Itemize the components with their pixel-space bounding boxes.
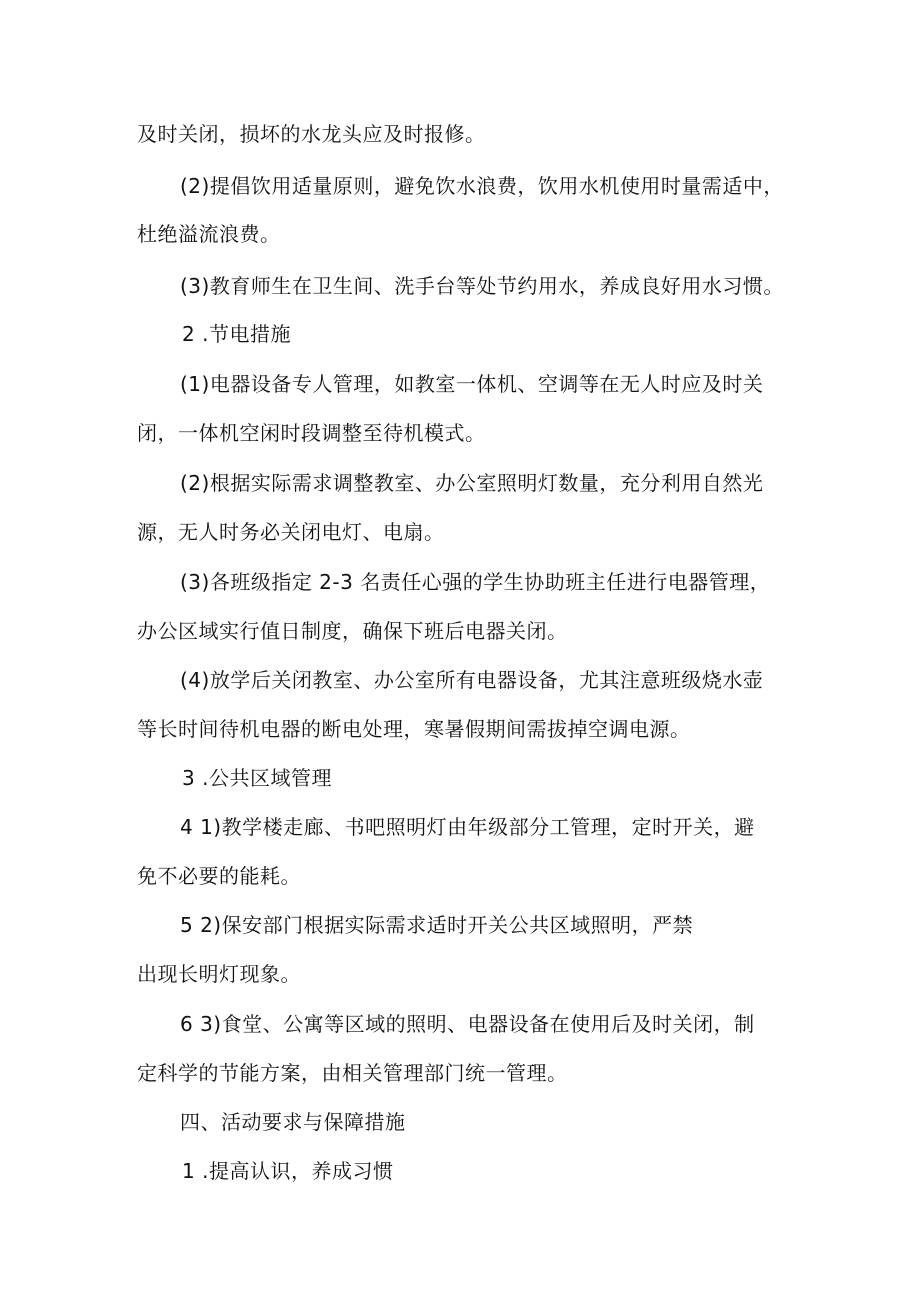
text-line: 5 2)保安部门根据实际需求适时开关公共区域照明，严禁 xyxy=(180,913,694,937)
section-heading: 四、活动要求与保障措施 xyxy=(180,1110,406,1134)
text-line: 定科学的节能方案，由相关管理部门统一管理。 xyxy=(137,1061,568,1085)
text-line: 办公区域实行值日制度，确保下班后电器关闭。 xyxy=(137,619,568,643)
section-heading: 3 .公共区域管理 xyxy=(182,766,332,790)
text-line: (3)各班级指定 2-3 名责任心强的学生协助班主任进行电器管理， xyxy=(180,570,771,594)
text-line: 4 1)教学楼走廊、书吧照明灯由年级部分工管理，定时开关，避 xyxy=(180,815,755,839)
text-line: 闭，一体机空闲时段调整至待机模式。 xyxy=(137,421,486,445)
text-line: 杜绝溢流浪费。 xyxy=(137,222,281,246)
text-line: (2)提倡饮用适量原则，避免饮水浪费，饮用水机使用时量需适中， xyxy=(180,174,784,198)
text-line: 源，无人时务必关闭电灯、电扇。 xyxy=(137,520,445,544)
section-heading: 2 .节电措施 xyxy=(182,322,291,346)
text-line: (3)教育师生在卫生间、洗手台等处节约用水，养成良好用水习惯。 xyxy=(180,274,784,298)
text-line: 6 3)食堂、公寓等区域的照明、电器设备在使用后及时关闭，制 xyxy=(180,1012,755,1036)
text-line: 免不必要的能耗。 xyxy=(137,864,301,888)
text-line: (4)放学后关闭教室、办公室所有电器设备，尤其注意班级烧水壶 xyxy=(180,668,764,692)
text-line: 及时关闭，损坏的水龙头应及时报修。 xyxy=(137,122,486,146)
text-line: (1)电器设备专人管理，如教室一体机、空调等在无人时应及时关 xyxy=(180,372,764,396)
section-heading: 1 .提高认识，养成习惯 xyxy=(182,1159,394,1183)
text-line: (2)根据实际需求调整教室、办公室照明灯数量，充分利用自然光 xyxy=(180,471,764,495)
text-line: 等长时间待机电器的断电处理，寒暑假期间需拔掉空调电源。 xyxy=(137,717,691,741)
text-line: 出现长明灯现象。 xyxy=(137,962,301,986)
